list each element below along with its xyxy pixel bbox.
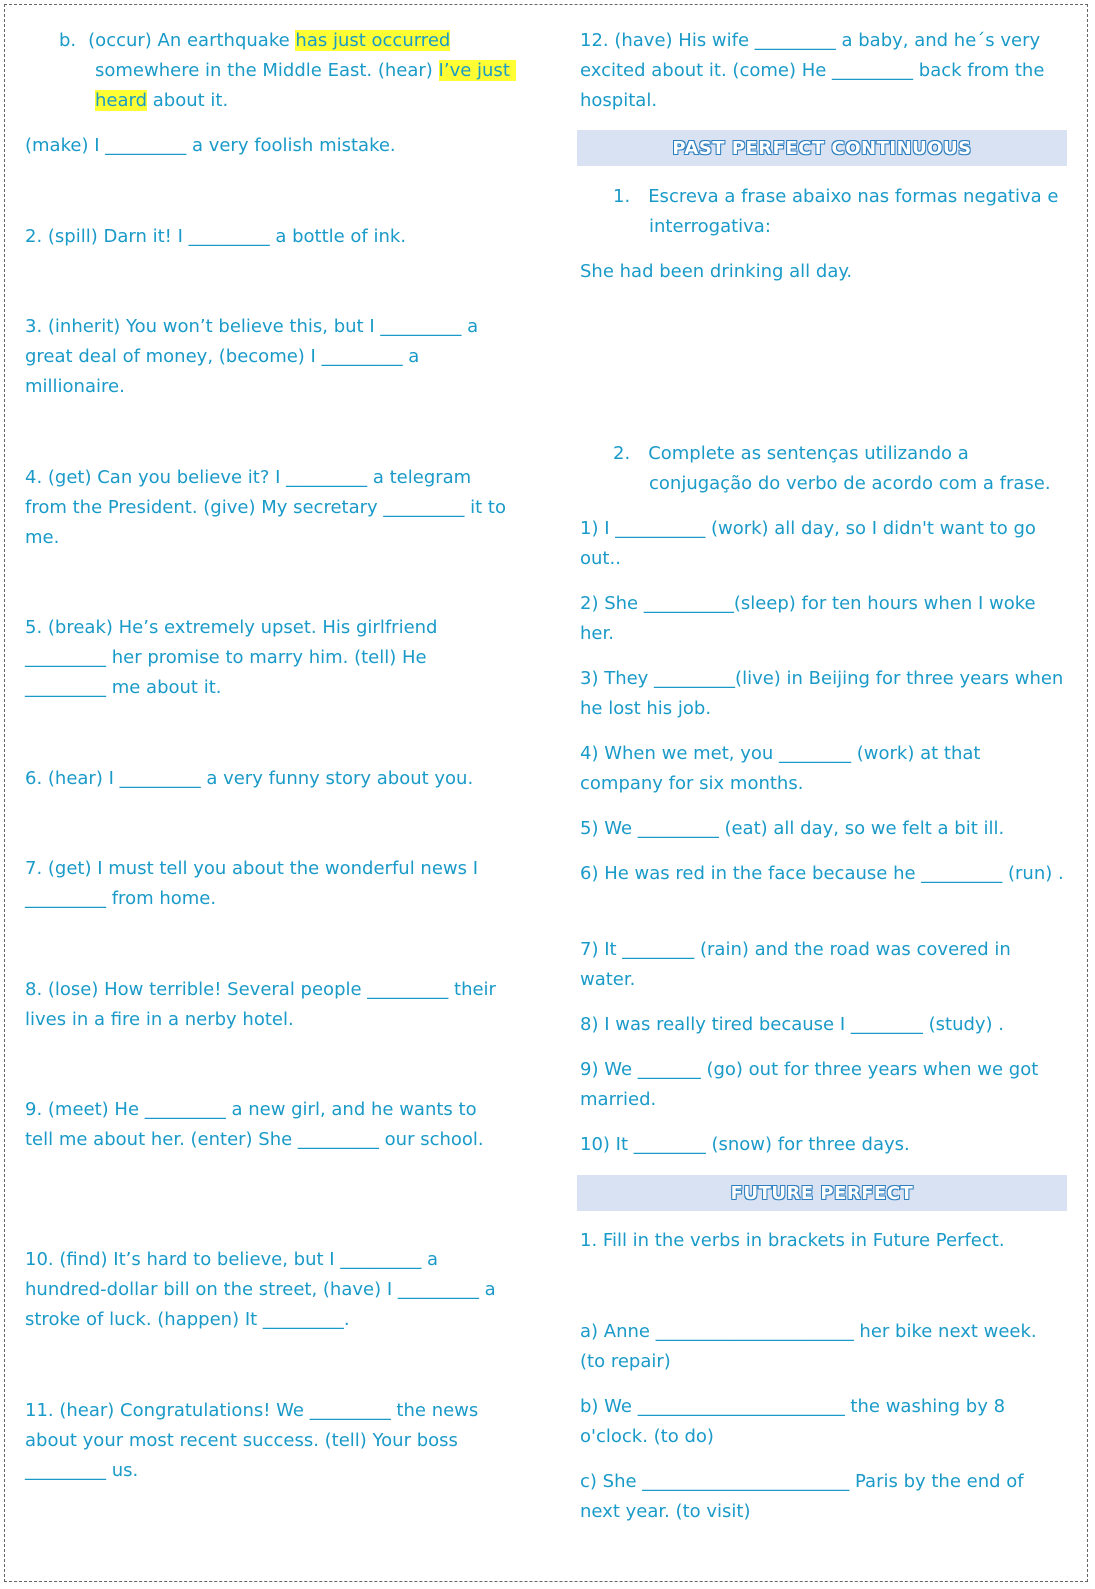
exercise-item-make: (make) I _________ a very foolish mistake. [25,135,396,156]
worksheet-page [4,4,1088,1582]
fp-item-a: a) Anne ______________________ her bike next week. (to repair) [580,1321,1043,1372]
exercise-item-b [25,26,516,116]
ppc-task-2-text: Complete as sentenças utilizando a conjugação do verbo de acordo com a frase. [648,443,1051,494]
ppc-task-1-text: Escreva a frase abaixo nas formas negativa e interrogativa: [648,186,1065,237]
section-title-past-perfect-continuous: PAST PERFECT CONTINUOUS [577,130,1067,166]
ppc-item-3: 3) They _________(live) in Beijing for three years when he lost his job. [580,668,1070,719]
ppc-item-6: 6) He was red in the face because he _________ (run) . [580,863,1064,884]
item-b-text-3: about it. [147,90,229,111]
ppc-task-2 [577,439,1067,499]
exercise-item-3: 3. (inherit) You won’t believe this, but I _________ a great deal of money, (become) I _________ a millionaire. [25,316,484,397]
exercise-item-8: 8. (lose) How terrible! Several people _________ their lives in a fire in a nerby hotel. [25,979,502,1030]
fp-task-1: 1. Fill in the verbs in brackets in Future Perfect. [580,1230,1005,1251]
ppc-task-1 [577,182,1067,242]
ppc-item-8: 8) I was really tired because I ________ (study) . [580,1014,1005,1035]
exercise-item-9: 9. (meet) He _________ a new girl, and he wants to tell me about her. (enter) She _________ our school. [25,1099,484,1150]
ppc-item-10: 10) It ________ (snow) for three days. [580,1134,910,1155]
exercise-item-7: 7. (get) I must tell you about the wonderful news I _________ from home. [25,858,484,909]
ppc-item-7: 7) It ________ (rain) and the road was covered in water. [580,939,1017,990]
ppc-task-1-marker: 1. [613,186,631,207]
highlight-ive-just-heard: I’ve just heard [95,60,516,111]
exercise-item-6: 6. (hear) I _________ a very funny story about you. [25,768,474,789]
ppc-item-4: 4) When we met, you ________ (work) at that company for six months. [580,743,987,794]
fp-item-b: b) We _______________________ the washing by 8 o'clock. (to do) [580,1396,1011,1447]
ppc-item-9: 9) We _______ (go) out for three years when we got married. [580,1059,1045,1110]
exercise-item-2: 2. (spill) Darn it! I _________ a bottle of ink. [25,226,407,247]
fp-item-c: c) She _______________________ Paris by the end of next year. (to visit) [580,1471,1030,1522]
ppc-sentence: She had been drinking all day. [580,261,853,282]
highlight-has-just-occurred: has just occurred [295,30,451,51]
item-b-marker: b. [59,30,77,51]
ppc-item-1: 1) I __________ (work) all day, so I didn't want to go out.. [580,518,1042,569]
item-b-text-2: somewhere in the Middle East. (hear) [95,30,457,81]
ppc-item-2: 2) She __________(sleep) for ten hours when I woke her. [580,593,1042,644]
exercise-item-11: 11. (hear) Congratulations! We _________ the news about your most recent success. (tell) Your boss _________ us. [25,1400,485,1481]
exercise-item-10: 10. (find) It’s hard to believe, but I _________ a hundred-dollar bill on the street, (have) I _________ a stroke of luck. (happen) It _________. [25,1249,502,1330]
exercise-item-12: 12. (have) His wife _________ a baby, and he´s very excited about it. (come) He _________ back from the hospital. [580,30,1051,111]
ppc-task-2-marker: 2. [613,443,631,464]
section-title-future-perfect: FUTURE PERFECT [577,1175,1067,1211]
ppc-item-5: 5) We _________ (eat) all day, so we felt a bit ill. [580,818,1005,839]
item-b-text-1: (occur) An earthquake [88,30,296,51]
exercise-item-5: 5. (break) He’s extremely upset. His girlfriend _________ her promise to marry him. (tell) He _________ me about it. [25,617,444,698]
exercise-item-4: 4. (get) Can you believe it? I _________ a telegram from the President. (give) My secretary _________ it to me. [25,467,512,548]
